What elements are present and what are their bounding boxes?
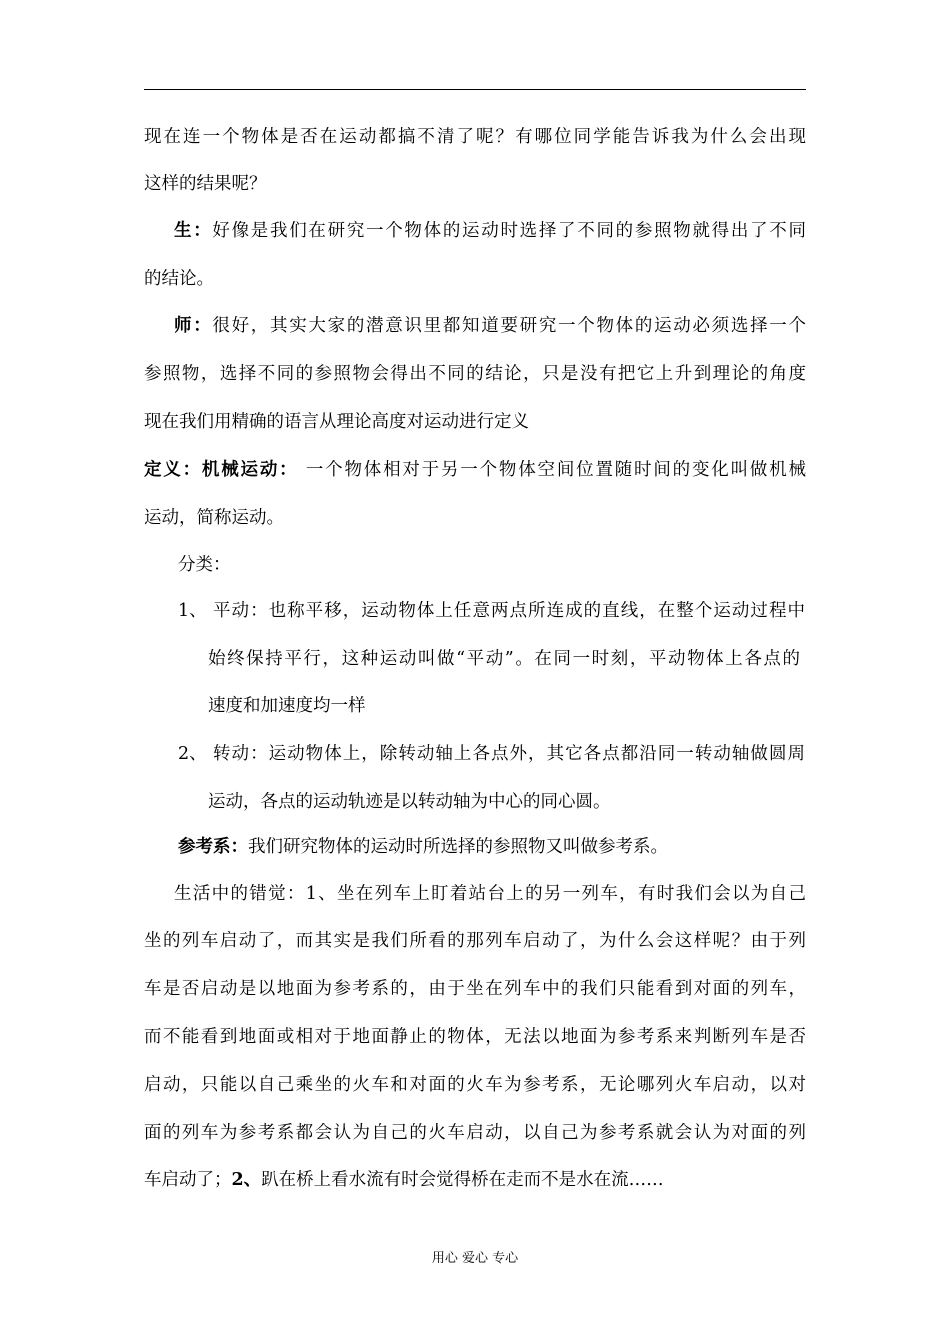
definition-label: 定义：机械运动： xyxy=(144,460,299,480)
reference-frame-line xyxy=(178,835,668,859)
paragraph-line-1: 现在连一个物体是否在运动都搞不清了呢？有哪位同学能告诉我为什么会出现 xyxy=(144,127,806,147)
teacher-line-2: 参照物，选择不同的参照物会得出不同的结论，只是没有把它上升到理论的角度 xyxy=(144,364,806,384)
illusion-line-5: 启动，只能以自己乘坐的火车和对面的火车为参考系，无论哪列火车启动，以对 xyxy=(144,1075,806,1095)
student-answer-line-1 xyxy=(174,219,806,243)
teacher-line-3: 现在我们用精确的语言从理论高度对运动进行定义 xyxy=(144,412,529,432)
illusion-line-1: 生活中的错觉：1、坐在列车上盯着站台上的另一列车，有时我们会以为自己 xyxy=(174,884,806,904)
student-answer-line-2: 的结论。 xyxy=(144,269,214,289)
definition-text: 一个物体相对于另一个物体空间位置随时间的变化叫做机械 xyxy=(298,460,807,480)
illusion-line-2: 坐的列车启动了，而其实是我们所看的那列车启动了，为什么会这样呢？由于列 xyxy=(144,931,806,951)
teacher-label: 师： xyxy=(174,316,213,336)
illusion-line-3: 车是否启动是以地面为参考系的，由于坐在列车中的我们只能看到对面的列车， xyxy=(144,979,806,999)
illusion-line-6: 面的列车为参考系都会认为自己的火车启动，以自己为参考系就会认为对面的列 xyxy=(144,1123,806,1143)
illusion-line-7 xyxy=(144,1168,664,1192)
rotation-item-line-1: 转动：运动物体上，除转动轴上各点外，其它各点都沿同一转动轴做圆周 xyxy=(213,744,805,764)
header-rule xyxy=(144,89,806,90)
teacher-line-1 xyxy=(174,314,806,338)
teacher-text: 很好，其实大家的潜意识里都知道要研究一个物体的运动必须选择一个 xyxy=(212,316,806,336)
page-footer: 用心 爱心 专心 xyxy=(431,1251,519,1266)
student-label: 生： xyxy=(174,221,213,241)
illusion-line-4: 而不能看到地面或相对于地面静止的物体，无法以地面为参考系来判断列车是否 xyxy=(144,1027,806,1047)
student-answer-text: 好像是我们在研究一个物体的运动时选择了不同的参照物就得出了不同 xyxy=(212,221,806,241)
list-number-2: 2、 xyxy=(178,744,207,764)
illusion-line-7-a: 车启动了； xyxy=(144,1170,232,1190)
reference-frame-label: 参考系： xyxy=(178,837,248,857)
rotation-item-line-2: 运动，各点的运动轨迹是以转动轴为中心的同心圆。 xyxy=(208,792,611,812)
list-number-1: 1、 xyxy=(178,601,207,621)
reference-frame-text: 我们研究物体的运动时所选择的参照物又叫做参考系。 xyxy=(248,837,668,857)
translation-item-line-1: 平动：也称平移，运动物体上任意两点所连成的直线，在整个运动过程中 xyxy=(213,601,805,621)
definition-line-1 xyxy=(144,458,806,482)
illusion-line-7-c: 趴在桥上看水流有时会觉得桥在走而不是水在流…… xyxy=(261,1170,664,1190)
translation-item-line-2: 始终保持平行，这种运动叫做“平动”。在同一时刻，平动物体上各点的 xyxy=(208,649,800,669)
illusion-item-2-number: 2、 xyxy=(231,1170,262,1190)
classification-heading: 分类： xyxy=(178,555,231,575)
definition-line-2: 运动，简称运动。 xyxy=(144,508,284,528)
paragraph-line-2: 这样的结果呢？ xyxy=(144,174,267,194)
translation-item-line-3: 速度和加速度均一样 xyxy=(208,696,366,716)
